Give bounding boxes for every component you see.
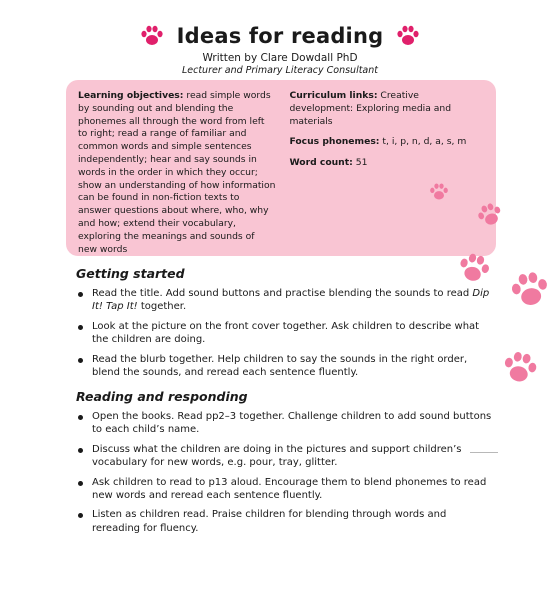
bullet-icon — [78, 415, 83, 420]
section-title: Getting started — [76, 266, 185, 281]
list-item-text: Look at the picture on the front cover together. Ask children to describe what the children are doing. — [92, 320, 480, 346]
info-right-column — [289, 90, 484, 248]
wordcount-label: Word count: — [289, 157, 353, 169]
list-item — [76, 508, 496, 535]
list-item-text: Read the title. Add sound buttons and practise blending the sounds to read — [92, 288, 473, 299]
curriculum-links — [289, 90, 484, 128]
objectives-label: Learning objectives: — [78, 90, 184, 101]
paw-print-icon — [497, 346, 544, 390]
phonemes-label: Focus phonemes: — [289, 136, 380, 148]
getting-started-section — [76, 266, 496, 385]
phonemes-text: t, i, p, n, d, a, s, m — [379, 136, 467, 148]
curriculum-label: Curriculum links: — [289, 90, 378, 101]
page-title: Ideas for reading — [176, 24, 384, 48]
learning-objectives — [78, 90, 276, 255]
section-title: Reading and responding — [76, 389, 248, 404]
list-item-text: Read the blurb together. Help children to say the sounds in the right order, blend the sounds, and reread each sentence fluently. — [92, 353, 468, 379]
bullet-icon — [78, 325, 83, 330]
bullet-list — [76, 287, 496, 379]
list-item — [76, 320, 496, 347]
list-item — [76, 476, 496, 503]
list-item-text: Open the books. Read pp2–3 together. Challenge children to add sound buttons to each child’s name. — [92, 411, 492, 436]
list-item-text: Listen as children read. Praise children for blending through words and rereading for fluency. — [92, 509, 447, 534]
bullet-icon — [78, 448, 83, 453]
divider — [470, 452, 498, 453]
paw-print-icon — [505, 266, 555, 313]
reading-responding-section — [76, 389, 496, 541]
word-count — [289, 157, 484, 170]
bullet-icon — [78, 358, 83, 363]
bullet-icon — [78, 292, 83, 297]
focus-phonemes — [289, 136, 484, 149]
objectives-text: read simple words by sounding out and blending the phonemes all through the word from left to right; read a range of familiar and common words and simple sentences independently; hear and say sounds in words in the order in which they occur; show an understanding of how information can be found in non-fiction texts to answer questions about where, who, why and how; extend their vocabulary, exploring the meanings and sounds of new words — [78, 90, 276, 255]
curriculum-text: Creative development: Exploring media and materials — [289, 90, 452, 127]
paw-print-icon — [395, 24, 421, 48]
list-item-text: Discuss what the children are doing in the pictures and support children’s vocabulary for new words, e.g. pour, tray, glitter. — [92, 443, 462, 469]
paw-print-icon — [139, 24, 165, 48]
title-row — [0, 24, 560, 48]
list-item — [76, 443, 496, 470]
list-item-text: together. — [137, 301, 187, 313]
bullet-icon — [78, 513, 83, 518]
header — [0, 24, 560, 76]
paw-print-icon — [428, 182, 450, 202]
list-item-text: Ask children to read to p13 aloud. Encourage them to blend phonemes to read new words and reread each sentence fluently. — [92, 476, 487, 502]
wordcount-text: 51 — [352, 157, 368, 169]
list-item — [76, 353, 496, 380]
bullet-list — [76, 410, 496, 535]
info-box — [66, 80, 496, 256]
author-role: Lecturer and Primary Literacy Consultant — [181, 65, 379, 76]
list-item — [76, 410, 496, 437]
author-byline: Written by Clare Dowdall PhD — [202, 52, 358, 64]
bullet-icon — [78, 481, 83, 486]
list-item — [76, 287, 496, 314]
book-title: Dip It! Tap It! — [92, 288, 490, 313]
